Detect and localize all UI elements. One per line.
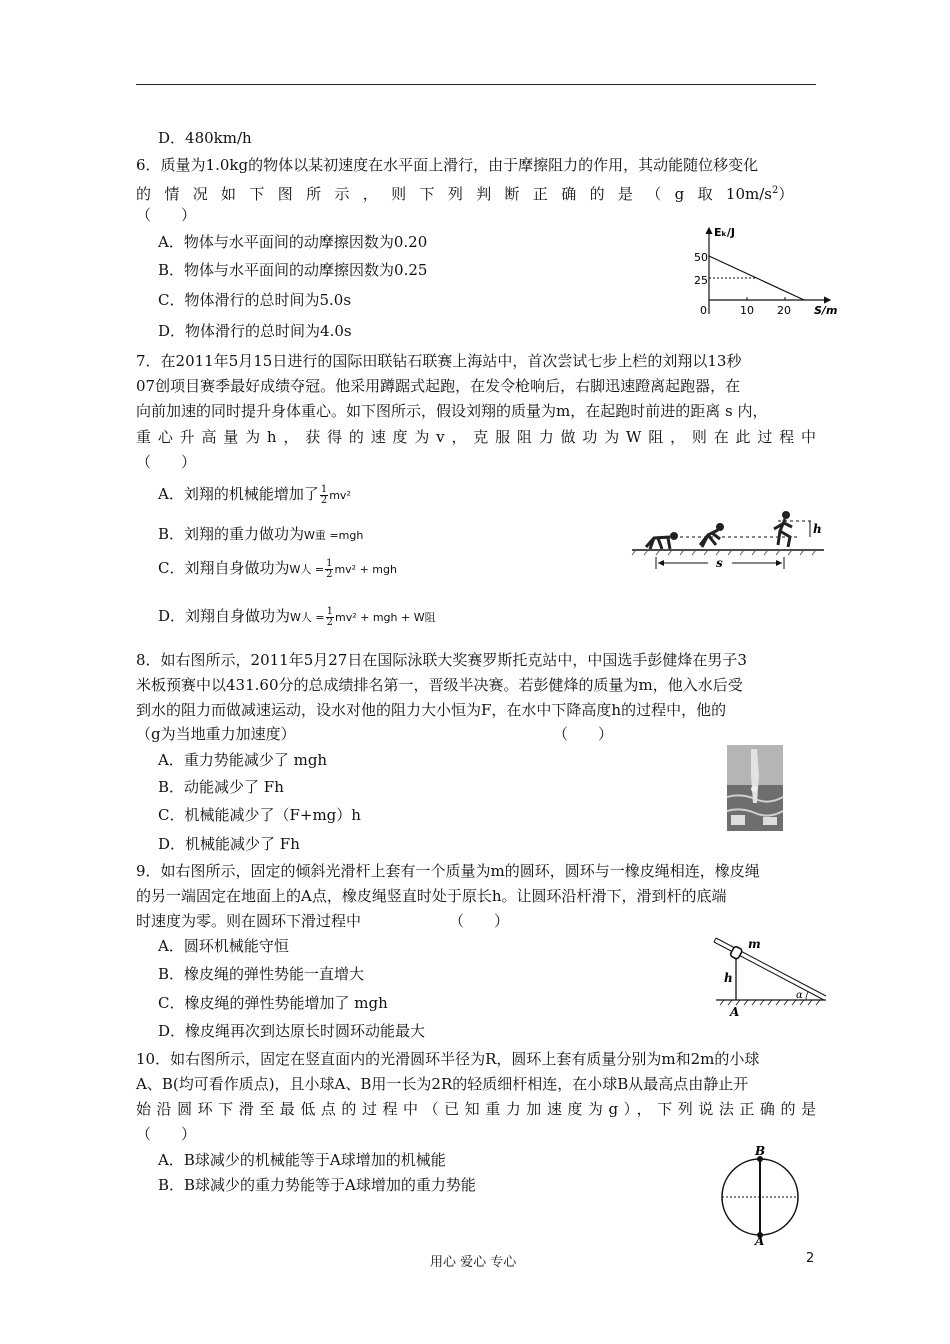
q8-stem-line1: 8．如右图所示，2011年5月27日在国际泳联大奖赛罗斯托克站中，中国选手彭健烽在男子3 (136, 651, 747, 669)
q6-stem-line2-end: ） (778, 185, 794, 203)
q8-stem-line3: 到水的阻力而做减速运动，设水对他的阻力大小恒为F，在水中下降高度h的过程中，他的 (136, 701, 727, 719)
q9-angle-label: α (796, 990, 803, 1001)
q6-origin-label: 0 (700, 304, 707, 317)
q10-stem-line1: 10．如右图所示，固定在竖直面内的光滑圆环半径为R，圆环上套有质量分别为m和2m的小球 (136, 1050, 760, 1068)
q9-stem-line2: 的另一端固定在地面上的A点，橡皮绳竖直时处于原长h。让圆环沿杆滑下，滑到杆的底端 (136, 887, 727, 905)
runner-1-figure (646, 532, 678, 549)
q6-xtick-20: 20 (777, 304, 791, 317)
q6-y-label: Eₖ/J (714, 226, 735, 239)
q7-option-d-w: W人 = (290, 611, 325, 624)
q9-option-b: B．橡皮绳的弹性势能一直增大 (158, 965, 365, 983)
q6-sup: 2 (772, 185, 779, 196)
q8-option-c: C．机械能减少了（F+mg）h (158, 806, 361, 824)
q6-option-c: C．物体滑行的总时间为5.0s (158, 291, 352, 309)
q7-a-num: 1 (320, 483, 328, 495)
q7-option-c-formula: mv² + mgh (334, 563, 397, 576)
q7-option-d-formula: mv² + mgh + W阻 (335, 611, 436, 624)
q9-option-d: D．橡皮绳再次到达原长时圆环动能最大 (158, 1022, 426, 1040)
header-rule (136, 84, 816, 85)
q8-option-b: B．动能减少了 Fh (158, 778, 284, 796)
q7-option-b-text: B．刘翔的重力做功为 (158, 525, 305, 543)
page-number: 2 (806, 1251, 815, 1266)
q9-stem-line1: 9．如右图所示，固定的倾斜光滑杆上套有一个质量为m的圆环，圆环与一橡皮绳相连，橡皮绳 (136, 862, 760, 880)
q7-option-c-fraction (325, 559, 333, 580)
q9-option-a: A．圆环机械能守恒 (158, 937, 289, 955)
q7-option-a-formula: mv² (329, 489, 351, 502)
q9-h-label: h (724, 971, 733, 985)
q6-energy-graph (690, 222, 840, 322)
q6-stem-line2-text: 的情况如下图所示，则下列判断正确的是（g取10m/s (136, 185, 772, 203)
q7-h-label: h (813, 522, 822, 536)
q9-incline-diagram (708, 936, 833, 1018)
q7-a-den: 2 (320, 494, 328, 506)
q7-stem-line2: 07创项目赛季最好成绩夺冠。他采用蹲踞式起跑，在发令枪响后，右脚迅速蹬离起跑器，在 (136, 377, 741, 395)
q8-stem-line2: 米板预赛中以431.60分的总成绩排名第一，晋级半决赛。若彭健烽的质量为m，他入水后受 (136, 676, 743, 694)
q8-stem-line4: （g为当地重力加速度） (136, 725, 296, 743)
q8-diver-photo (727, 745, 783, 831)
q8-option-a: A．重力势能减少了 mgh (158, 751, 328, 769)
q7-runner-diagram (628, 505, 828, 575)
q8-answer-blank: （ ） (553, 725, 614, 743)
q6-stem-line2 (136, 181, 793, 204)
q9-a-label: A (730, 1005, 740, 1018)
q6-stem-line1: 6．质量为1.0kg的物体以某初速度在水平面上滑行，由于摩擦阻力的作用，其动能随位移变化 (136, 156, 759, 174)
q6-ytick-25: 25 (694, 274, 708, 287)
q7-stem-line4: 重心升高量为h，获得的速度为v，克服阻力做功为W阻，则在此过程中 (136, 428, 816, 446)
q7-stem-line1: 7．在2011年5月15日进行的国际田联钻石联赛上海站中，首次尝试七步上栏的刘翔以13秒 (136, 352, 742, 370)
q10-circle-diagram (718, 1145, 802, 1245)
q7-option-a (158, 484, 351, 506)
q7-c-num: 1 (326, 557, 333, 569)
q10-answer-blank: （ ） (136, 1125, 197, 1143)
q9-option-c: C．橡皮绳的弹性势能增加了 mgh (158, 994, 388, 1012)
q9-m-label: m (748, 937, 761, 951)
q7-d-num: 1 (326, 605, 333, 617)
q6-x-label: S/m (814, 304, 838, 317)
q5-option-d: D．480km/h (158, 129, 252, 147)
q7-s-label: s (716, 556, 723, 570)
runner-2-figure (700, 523, 724, 547)
footer-text: 用心 爱心 专心 (430, 1255, 517, 1270)
q7-option-c-w: W人 = (289, 563, 325, 576)
q7-answer-blank: （ ） (136, 453, 197, 471)
q7-d-den: 2 (326, 616, 333, 628)
q7-option-b-formula: W重 =mgh (304, 529, 364, 542)
q10-a-label: A (755, 1234, 765, 1245)
q7-stem-line3: 向前加速的同时提升身体重心。如下图所示，假设刘翔的质量为m，在起跑时前进的距离 s 内， (136, 402, 768, 420)
q6-option-b: B．物体与水平面间的动摩擦因数为0.25 (158, 261, 428, 279)
q6-xtick-10: 10 (740, 304, 754, 317)
q6-option-d: D．物体滑行的总时间为4.0s (158, 322, 352, 340)
q9-stem-line3: 时速度为零。则在圆环下滑过程中 (136, 912, 362, 930)
q7-c-den: 2 (326, 568, 333, 580)
q10-option-a: A．B球减少的机械能等于A球增加的机械能 (158, 1151, 446, 1169)
q7-option-b (158, 524, 363, 546)
q10-option-b: B．B球减少的重力势能等于A球增加的重力势能 (158, 1176, 476, 1194)
q7-option-d-text: D．刘翔自身做功为 (158, 607, 291, 625)
q10-stem-line2: A、B(均可看作质点)，且小球A、B用一长为2R的轻质细杆相连，在小球B从最高点由静止开 (136, 1075, 749, 1093)
q10-b-label: B (755, 1145, 766, 1158)
q7-option-d-fraction (326, 607, 334, 628)
q7-option-c (158, 558, 397, 580)
q7-option-c-text: C．刘翔自身做功为 (158, 559, 290, 577)
q6-option-a: A．物体与水平面间的动摩擦因数为0.20 (158, 233, 428, 251)
q8-option-d: D．机械能减少了 Fh (158, 835, 300, 853)
q6-answer-blank: （ ） (136, 206, 197, 224)
runner-3-figure (774, 511, 792, 547)
q10-stem-line3: 始沿圆环下滑至最低点的过程中（已知重力加速度为g），下列说法正确的是 (136, 1100, 816, 1118)
q7-option-a-fraction (320, 485, 328, 506)
q7-option-d (158, 606, 436, 628)
q7-option-a-text: A．刘翔的机械能增加了 (158, 485, 319, 503)
q6-ytick-50: 50 (694, 251, 708, 264)
q9-answer-blank: （ ） (449, 912, 510, 930)
